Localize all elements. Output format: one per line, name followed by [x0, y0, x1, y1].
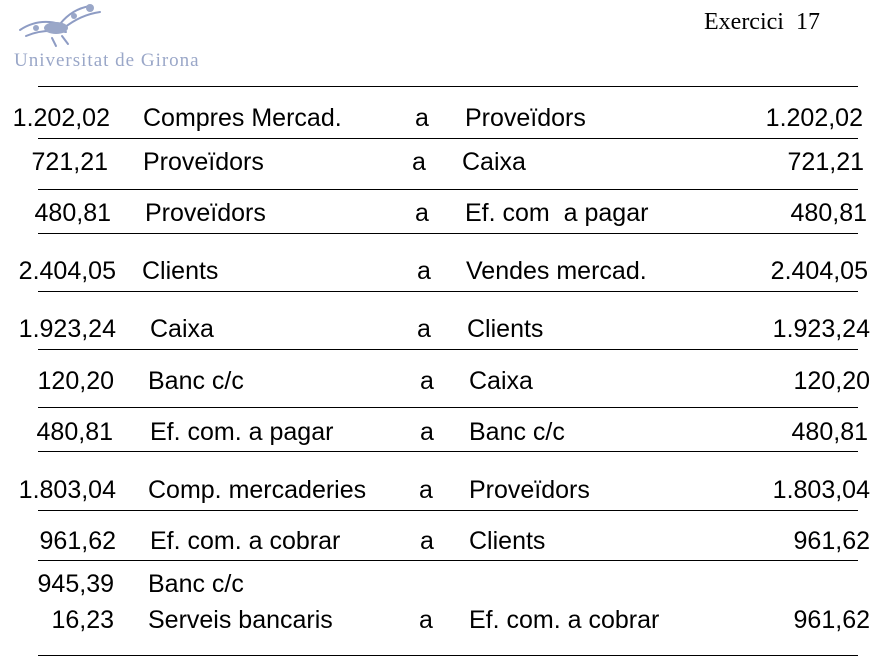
divider — [38, 407, 858, 408]
credit-amount: 120,20 — [793, 367, 870, 395]
credit-amount: 1.202,02 — [765, 104, 863, 132]
divider — [38, 560, 858, 561]
debit-amount: 961,62 — [39, 527, 116, 555]
credit-amount: 2.404,05 — [770, 257, 868, 285]
bird-logo-icon — [16, 0, 108, 50]
connector: a — [419, 476, 433, 504]
divider — [38, 655, 858, 656]
debit-account: Proveïdors — [145, 199, 266, 227]
connector: a — [415, 104, 429, 132]
credit-account: Ef. com. a cobrar — [469, 606, 660, 634]
credit-account: Clients — [467, 315, 544, 343]
credit-account: Caixa — [469, 367, 533, 395]
debit-account: Ef. com. a pagar — [150, 418, 334, 446]
credit-account: Banc c/c — [469, 418, 565, 446]
credit-account: Clients — [469, 527, 546, 555]
debit-account: Ef. com. a cobrar — [150, 527, 341, 555]
divider — [38, 349, 858, 350]
credit-amount: 1.923,24 — [772, 315, 870, 343]
credit-account: Proveïdors — [465, 104, 586, 132]
connector: a — [420, 418, 434, 446]
debit-amount: 945,39 — [37, 570, 114, 598]
connector: a — [412, 148, 426, 176]
divider — [38, 291, 858, 292]
debit-amount: 120,20 — [37, 367, 114, 395]
debit-account: Comp. mercaderies — [148, 476, 367, 504]
debit-account: Serveis bancaris — [148, 606, 333, 634]
debit-amount: 1.202,02 — [12, 104, 110, 132]
debit-amount: 721,21 — [31, 148, 108, 176]
debit-amount: 480,81 — [36, 418, 113, 446]
connector: a — [417, 257, 431, 285]
debit-account: Caixa — [150, 315, 214, 343]
credit-amount: 721,21 — [787, 148, 864, 176]
debit-amount: 2.404,05 — [18, 257, 116, 285]
connector: a — [419, 606, 433, 634]
debit-account: Banc c/c — [148, 367, 244, 395]
debit-account: Banc c/c — [148, 570, 244, 598]
credit-account: Proveïdors — [469, 476, 590, 504]
debit-account: Clients — [142, 257, 219, 285]
credit-account: Caixa — [462, 148, 526, 176]
divider — [38, 86, 858, 87]
credit-amount: 961,62 — [793, 527, 870, 555]
page-title: Exercici 17 — [704, 9, 820, 35]
credit-amount: 1.803,04 — [772, 476, 870, 504]
university-logo — [14, 0, 264, 80]
credit-amount: 480,81 — [790, 199, 867, 227]
debit-account: Proveïdors — [143, 148, 264, 176]
divider — [38, 138, 858, 139]
debit-amount: 480,81 — [34, 199, 111, 227]
debit-amount: 1.923,24 — [18, 315, 116, 343]
university-name: Universitat de Girona — [14, 50, 200, 71]
credit-amount: 961,62 — [793, 606, 870, 634]
debit-amount: 16,23 — [51, 606, 114, 634]
credit-account: Vendes mercad. — [466, 257, 647, 285]
divider — [38, 451, 858, 452]
credit-amount: 480,81 — [791, 418, 868, 446]
connector: a — [415, 199, 429, 227]
connector: a — [420, 367, 434, 395]
divider — [38, 233, 858, 234]
connector: a — [417, 315, 431, 343]
credit-account: Ef. com a pagar — [465, 199, 649, 227]
divider — [38, 189, 858, 190]
divider — [38, 510, 858, 511]
debit-amount: 1.803,04 — [18, 476, 116, 504]
debit-account: Compres Mercad. — [143, 104, 342, 132]
connector: a — [420, 527, 434, 555]
